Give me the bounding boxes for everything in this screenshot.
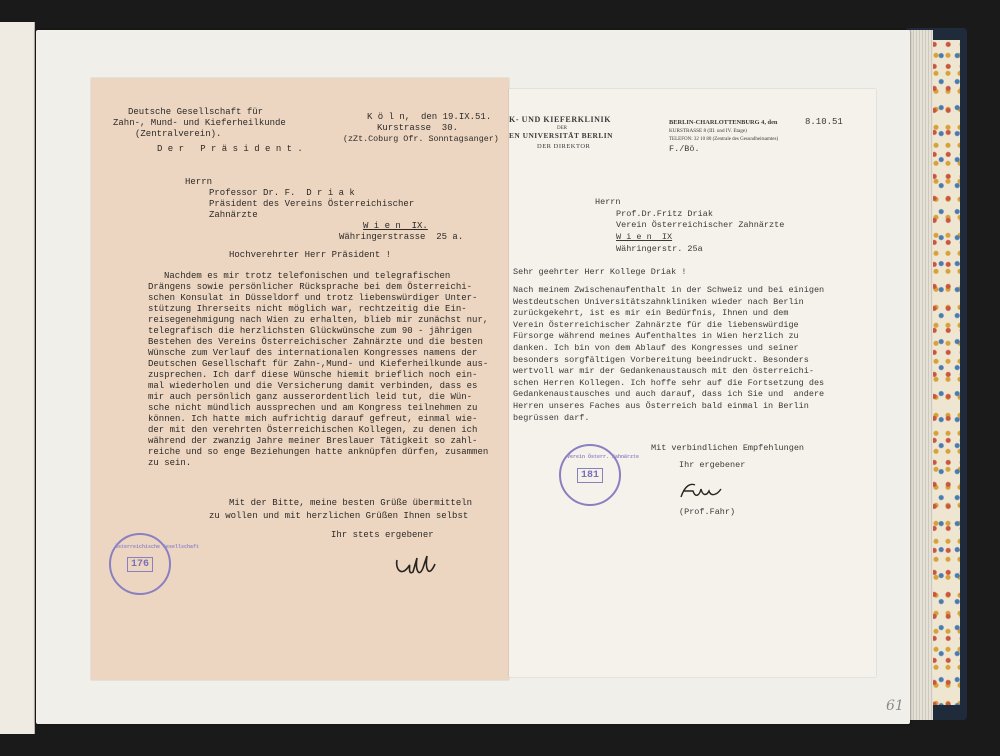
body-line: Nachdem es mir trotz telefonischen und telegrafischen <box>164 271 451 281</box>
body-line: Drängens sowie persönlicher Rücksprache bei dem Österreichi- <box>148 282 473 292</box>
body-line: Wünsche zum Verlauf des internationalen Kongresses namens der <box>148 348 478 358</box>
body-line: Verein Österreichischer Zahnärzte für die liebenswürdige <box>513 319 799 330</box>
addressee-city: W i e n IX. <box>363 221 428 231</box>
signature <box>677 479 737 503</box>
stamp-ring-text: Österreichische Gesellschaft <box>115 544 200 550</box>
archive-stamp <box>559 444 640 506</box>
left-page-edge <box>0 22 35 734</box>
org-line: (Zentralverein). <box>135 129 222 139</box>
letter-berlin <box>509 89 876 677</box>
regards: Ihr stets ergebener <box>331 530 434 540</box>
body-line: mir auch persönlich ganz ausserordentlich leid tut, die Wün- <box>148 392 473 402</box>
body-line: Gedankenaustausches und auch darauf, dass ich Sie und andere <box>513 389 825 400</box>
body-line: Deutschen Gesellschaft für Zahn-,Mund- und Kieferheilkunde aus- <box>148 359 489 369</box>
body-line: mal wiederholen und die Versicherung damit verbinden, dass es <box>148 381 478 391</box>
addressee-name: Professor Dr. F. D r i a k <box>209 188 355 198</box>
org-line: Deutsche Gesellschaft für <box>128 107 264 117</box>
body-line: zu sein. <box>148 458 192 468</box>
closing-line: Mit der Bitte, meine besten Grüße übermitteln <box>229 498 473 508</box>
stamp-number: 181 <box>577 468 603 483</box>
letterhead-phone: TELEFON: 32 10 80 (Zentrale des Gesundheitsamtes) <box>669 137 779 142</box>
letterhead-university: EN UNIVERSITÄT BERLIN <box>509 131 614 140</box>
body-line: schen Konsulat in Düsseldorf und trotz liebenswürdiger Unter- <box>148 293 478 303</box>
street: Kurstrasse 30. <box>377 123 459 133</box>
archive-stamp <box>109 533 200 595</box>
body-line: Bestehen des Vereins Österreichischer Zahnärzte und die besten <box>148 337 483 347</box>
body-line: reiche und so enge Beziehungen hatte anknüpfen dürfen, zusammen <box>148 447 489 457</box>
closing: Mit verbindlichen Empfehlungen <box>651 443 805 453</box>
stamp-number: 176 <box>127 557 153 572</box>
addressee-name: Prof.Dr.Fritz Driak <box>616 209 713 219</box>
salutation: Hochverehrter Herr Präsident ! <box>229 250 392 260</box>
addressee-city: W i e n IX <box>616 232 673 242</box>
body-line: telegrafisch die herzlichsten Glückwünsche zum 90 - jährigen <box>148 326 473 336</box>
letterhead-clinic: K- UND KIEFERKLINIK <box>509 115 612 124</box>
body-line: sche nicht mündlich aussprechen und am Kongress teilnehmen zu <box>148 403 478 413</box>
body-line: wertvoll war mir der Gedankenaustausch mit den österreichi- <box>513 366 814 377</box>
letterhead-street: KURSTRASSE 8 (III. und IV. Etage) <box>669 128 747 134</box>
closing-line: zu wollen und mit herzlichen Grüßen Ihnen selbst <box>209 511 469 521</box>
letterhead-address: BERLIN-CHARLOTTENBURG 4, den <box>669 119 778 126</box>
body-line: stützung Ihrerseits nicht möglich war, rechtzeitig die Ein- <box>148 304 467 314</box>
body-line: Fürsorge während meines Aufenthaltes in Wien herzlich zu <box>513 331 799 342</box>
addressee-title-2: Zahnärzte <box>209 210 258 220</box>
body-line: Westdeutschen Universitätszahnkliniken wieder nach Berlin <box>513 296 804 307</box>
page-number: 61 <box>886 698 904 714</box>
addressee-street: Währingerstr. 25a <box>616 244 703 254</box>
decorative-endpaper <box>930 40 960 705</box>
place-date: K ö l n, den 19.IX.51. <box>367 112 492 122</box>
addressee-org: Verein Österreichischer Zahnärzte <box>616 220 785 230</box>
org-line: Zahn-, Mund- und Kieferheilkunde <box>113 118 286 128</box>
regards: Ihr ergebener <box>679 460 746 470</box>
signer-name: (Prof.Fahr) <box>679 507 736 517</box>
body-line: während der zwanzig Jahre meiner Breslauer Tätigkeit so zahl- <box>148 436 478 446</box>
letter-cologne <box>91 78 509 680</box>
body-line: können. Ich hatte mich aufrichtig darauf gefreut, einmal wie- <box>148 414 478 424</box>
reference: F./Bö. <box>669 144 700 154</box>
addressee-herrn: Herrn <box>595 197 621 207</box>
body-line: schen Herren Kollegen. Ich hoffe sehr auf die Fortsetzung des <box>513 377 825 388</box>
letterhead-director: DER DIREKTOR <box>537 143 591 150</box>
stamp-ring-text: Verein Österr. Zahnärzte <box>567 454 640 460</box>
body-line: der mit den verehrten Österreichischen Kollegen, zu denen ich <box>148 425 478 435</box>
letter-date: 8.10.51 <box>805 117 843 127</box>
body-line: Herren unseres Faches aus Österreich bald einmal in Berlin <box>513 401 809 411</box>
body-line: Nach meinem Zwischenaufenthalt in der Schweiz und bei einigen <box>513 285 825 295</box>
body-line: besonders sorgfältigen Vorbereitung beeindruckt. Besonders <box>513 354 809 365</box>
salutation: Sehr geehrter Herr Kollege Driak ! <box>513 267 687 277</box>
body-line: reisegenehmigung nach Wien zu erhalten, blieb mir zunächst nur, <box>148 315 489 325</box>
body-line: begrüssen darf. <box>513 412 590 423</box>
body-line: danken. Ich bin von dem Ablauf des Kongresses und seiner <box>513 343 799 353</box>
temp-address: (zZt.Coburg Ofr. Sonntagsanger) <box>343 134 499 144</box>
addressee-street: Währingerstrasse 25 a. <box>339 232 464 242</box>
body-line: zurückgekehrt, ist es mir ein Bedürfnis, Ihnen und dem <box>513 308 789 319</box>
addressee-herrn: Herrn <box>185 177 213 187</box>
letterhead-der: DER <box>557 126 567 131</box>
body-line: zusprechen. Ich darf diese Wünsche hiemit brieflich noch ein- <box>148 370 478 380</box>
president-title: D e r P r ä s i d e n t . <box>157 144 303 154</box>
addressee-title: Präsident des Vereins Österreichischer <box>209 199 415 209</box>
signature <box>391 552 471 584</box>
